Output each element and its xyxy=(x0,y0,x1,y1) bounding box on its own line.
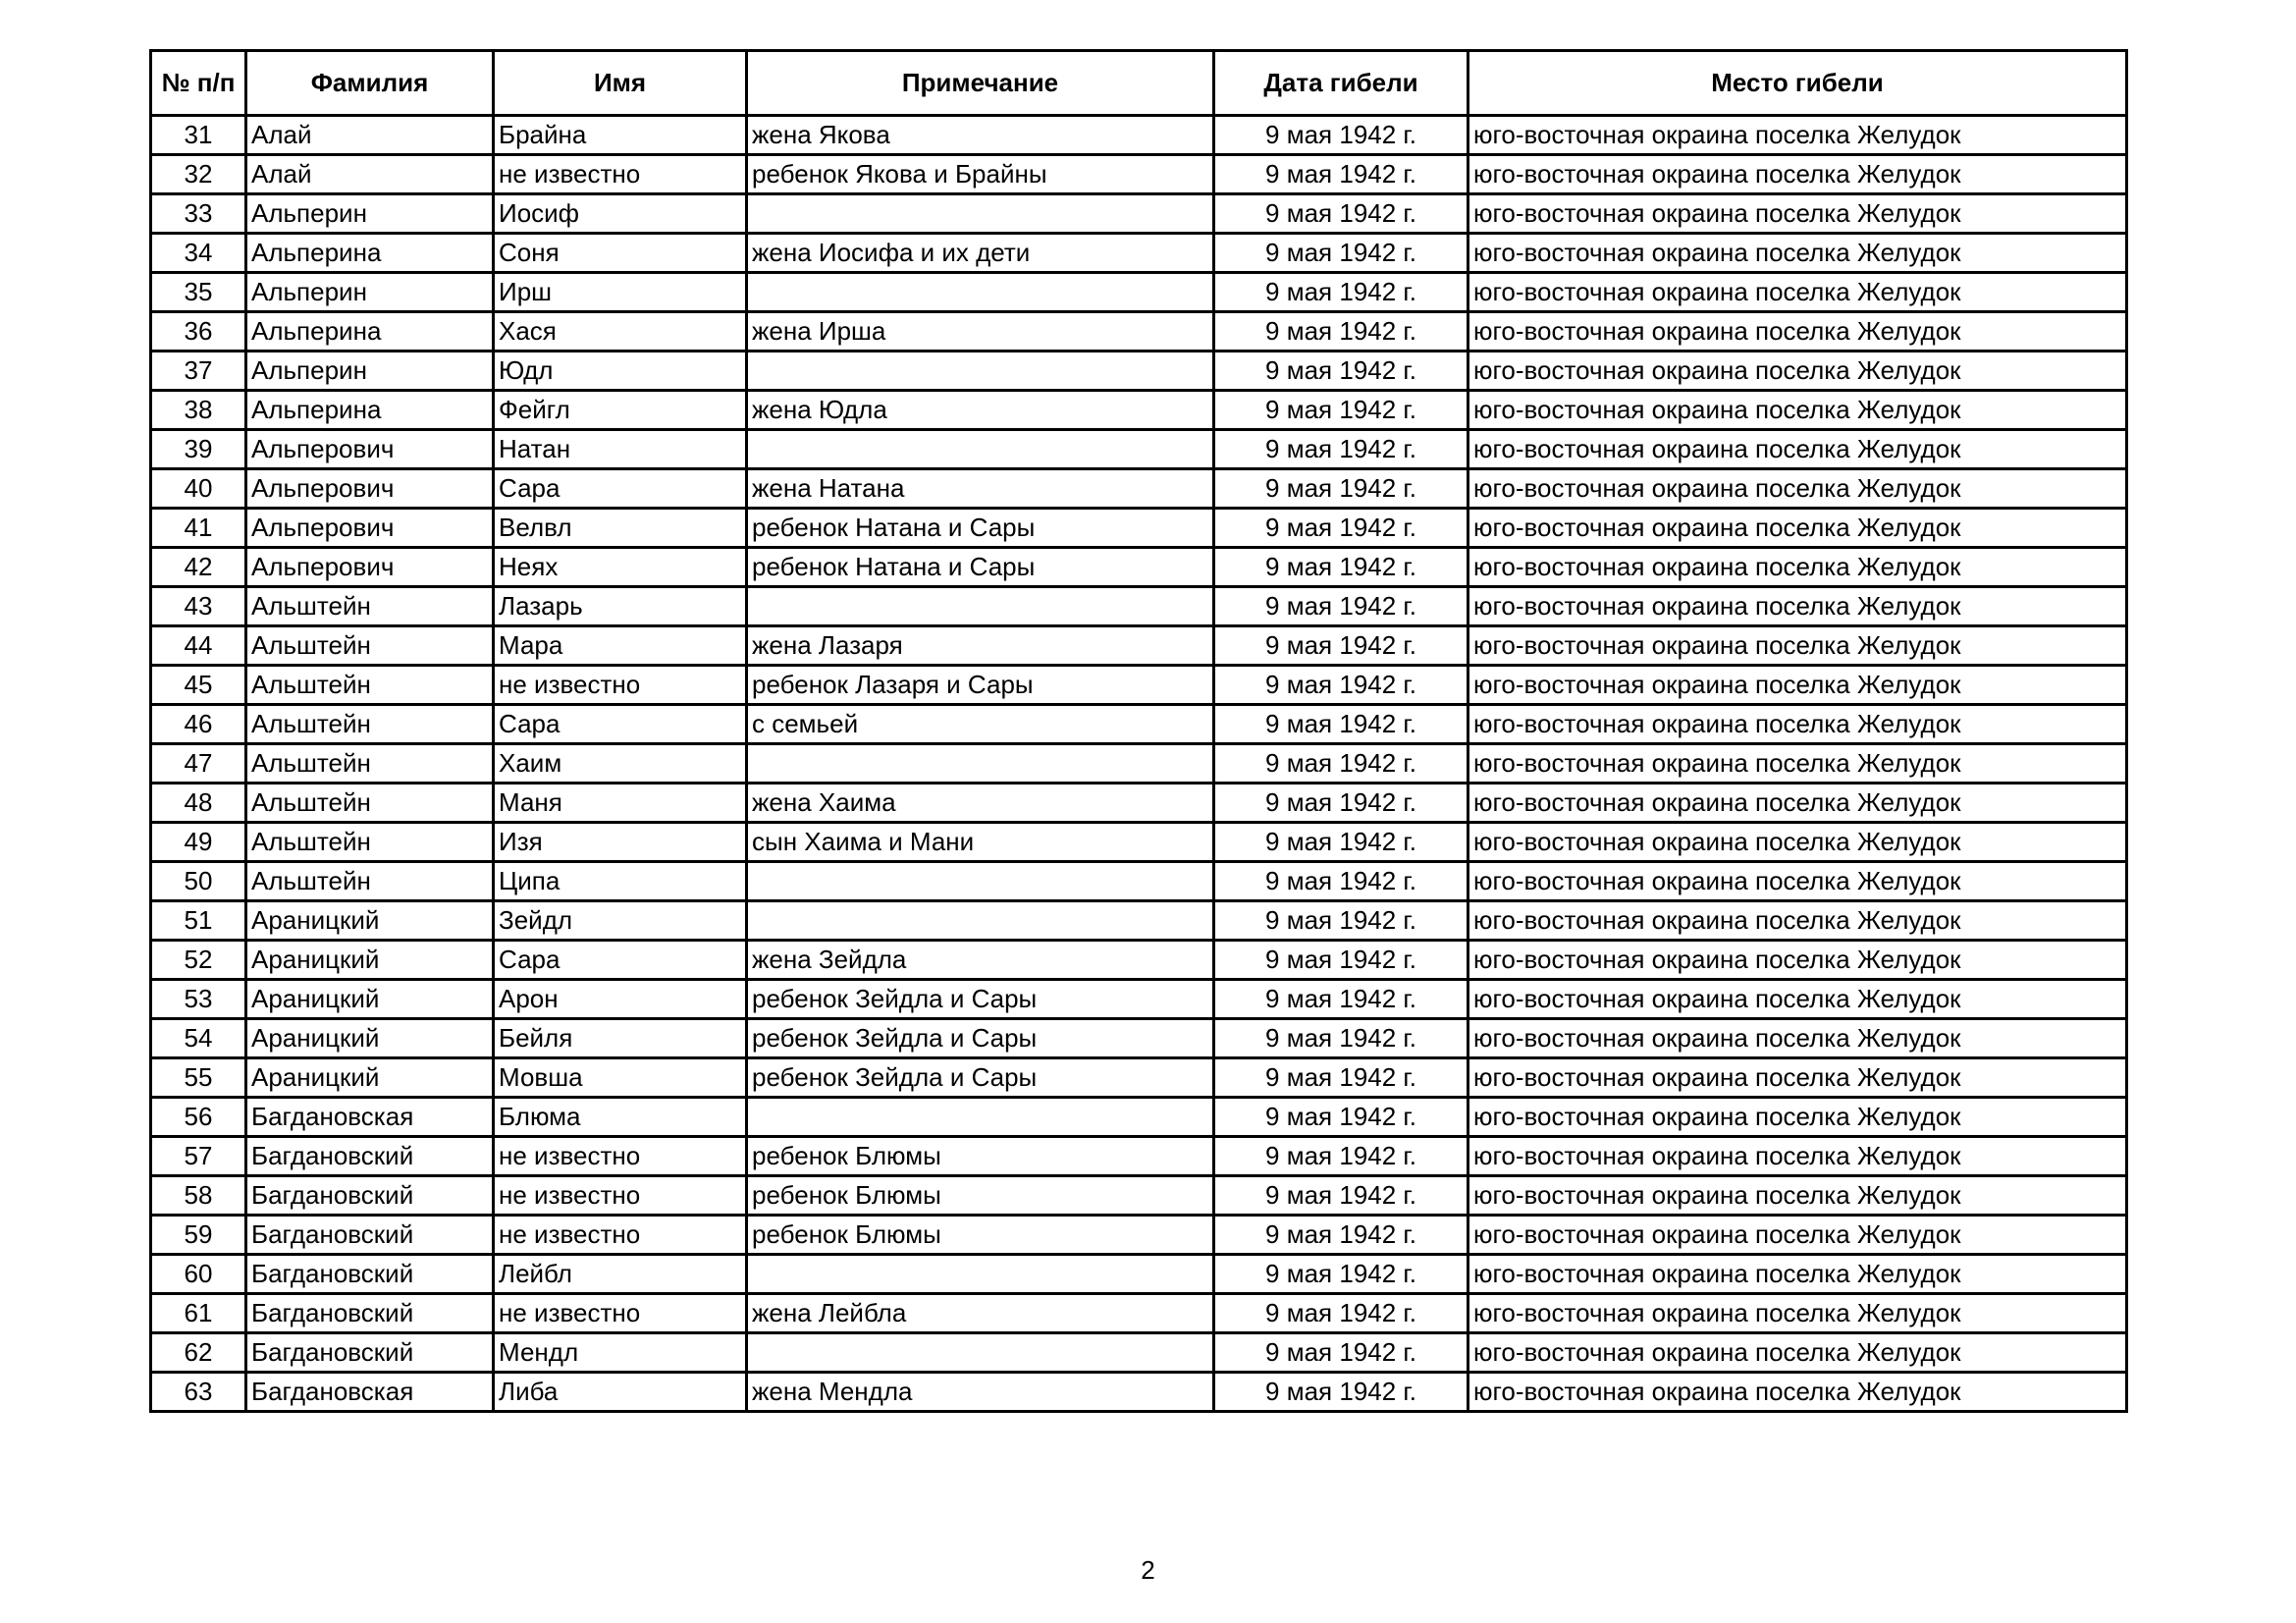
cell-name: Брайна xyxy=(494,116,747,155)
header-surname: Фамилия xyxy=(246,51,494,116)
cell-death-place: юго-восточная окраина поселка Желудок xyxy=(1468,980,2127,1019)
cell-name: Бейля xyxy=(494,1019,747,1058)
cell-death-date: 9 мая 1942 г. xyxy=(1214,234,1468,273)
cell-surname: Альперина xyxy=(246,312,494,352)
cell-note: сын Хаима и Мани xyxy=(747,823,1214,862)
table-row xyxy=(151,1058,2127,1098)
cell-name: Ирш xyxy=(494,273,747,312)
table-row xyxy=(151,941,2127,980)
cell-name: не известно xyxy=(494,1294,747,1333)
cell-surname: Араницкий xyxy=(246,1019,494,1058)
table-row xyxy=(151,469,2127,509)
cell-name: Сара xyxy=(494,469,747,509)
table-row xyxy=(151,116,2127,155)
cell-name: Фейгл xyxy=(494,391,747,430)
table-row xyxy=(151,705,2127,744)
cell-number: 43 xyxy=(151,587,246,626)
cell-surname: Альштейн xyxy=(246,784,494,823)
cell-name: Лазарь xyxy=(494,587,747,626)
cell-note xyxy=(747,273,1214,312)
cell-name: Либа xyxy=(494,1373,747,1412)
cell-number: 41 xyxy=(151,509,246,548)
cell-note: жена Натана xyxy=(747,469,1214,509)
cell-number: 51 xyxy=(151,901,246,941)
table-row xyxy=(151,352,2127,391)
cell-name: не известно xyxy=(494,1137,747,1176)
cell-death-date: 9 мая 1942 г. xyxy=(1214,823,1468,862)
cell-death-date: 9 мая 1942 г. xyxy=(1214,705,1468,744)
cell-note: ребенок Лазаря и Сары xyxy=(747,666,1214,705)
header-note: Примечание xyxy=(747,51,1214,116)
cell-surname: Альштейн xyxy=(246,862,494,901)
header-death-place: Место гибели xyxy=(1468,51,2127,116)
table-row xyxy=(151,626,2127,666)
table-row xyxy=(151,823,2127,862)
cell-surname: Араницкий xyxy=(246,1058,494,1098)
cell-number: 63 xyxy=(151,1373,246,1412)
cell-surname: Араницкий xyxy=(246,980,494,1019)
cell-surname: Багдановский xyxy=(246,1176,494,1216)
cell-surname: Альштейн xyxy=(246,587,494,626)
cell-death-place: юго-восточная окраина поселка Желудок xyxy=(1468,469,2127,509)
table-row xyxy=(151,587,2127,626)
cell-name: не известно xyxy=(494,1216,747,1255)
cell-death-place: юго-восточная окраина поселка Желудок xyxy=(1468,1176,2127,1216)
cell-death-place: юго-восточная окраина поселка Желудок xyxy=(1468,666,2127,705)
cell-number: 46 xyxy=(151,705,246,744)
table-row xyxy=(151,1137,2127,1176)
cell-number: 38 xyxy=(151,391,246,430)
cell-death-place: юго-восточная окраина поселка Желудок xyxy=(1468,391,2127,430)
cell-death-place: юго-восточная окраина поселка Желудок xyxy=(1468,823,2127,862)
table-row xyxy=(151,234,2127,273)
cell-note: жена Иосифа и их дети xyxy=(747,234,1214,273)
cell-death-date: 9 мая 1942 г. xyxy=(1214,666,1468,705)
table-row xyxy=(151,1294,2127,1333)
cell-number: 52 xyxy=(151,941,246,980)
table-row xyxy=(151,666,2127,705)
cell-death-place: юго-восточная окраина поселка Желудок xyxy=(1468,234,2127,273)
cell-death-place: юго-восточная окраина поселка Желудок xyxy=(1468,784,2127,823)
cell-surname: Багдановский xyxy=(246,1137,494,1176)
cell-number: 34 xyxy=(151,234,246,273)
cell-note: ребенок Блюмы xyxy=(747,1216,1214,1255)
cell-name: Блюма xyxy=(494,1098,747,1137)
cell-name: не известно xyxy=(494,155,747,194)
cell-death-date: 9 мая 1942 г. xyxy=(1214,1019,1468,1058)
cell-death-date: 9 мая 1942 г. xyxy=(1214,155,1468,194)
cell-note xyxy=(747,430,1214,469)
cell-number: 39 xyxy=(151,430,246,469)
cell-death-date: 9 мая 1942 г. xyxy=(1214,941,1468,980)
cell-number: 45 xyxy=(151,666,246,705)
cell-death-date: 9 мая 1942 г. xyxy=(1214,352,1468,391)
cell-name: Велвл xyxy=(494,509,747,548)
table-row xyxy=(151,901,2127,941)
table-row xyxy=(151,312,2127,352)
cell-number: 35 xyxy=(151,273,246,312)
cell-name: не известно xyxy=(494,1176,747,1216)
cell-number: 32 xyxy=(151,155,246,194)
cell-note: с семьей xyxy=(747,705,1214,744)
cell-death-date: 9 мая 1942 г. xyxy=(1214,1216,1468,1255)
table-row xyxy=(151,548,2127,587)
cell-number: 57 xyxy=(151,1137,246,1176)
cell-death-place: юго-восточная окраина поселка Желудок xyxy=(1468,548,2127,587)
cell-death-place: юго-восточная окраина поселка Желудок xyxy=(1468,273,2127,312)
cell-number: 37 xyxy=(151,352,246,391)
cell-death-date: 9 мая 1942 г. xyxy=(1214,1373,1468,1412)
cell-death-place: юго-восточная окраина поселка Желудок xyxy=(1468,155,2127,194)
cell-name: Мара xyxy=(494,626,747,666)
cell-number: 47 xyxy=(151,744,246,784)
cell-note: ребенок Блюмы xyxy=(747,1176,1214,1216)
cell-note: жена Лейбла xyxy=(747,1294,1214,1333)
cell-surname: Алай xyxy=(246,155,494,194)
cell-death-place: юго-восточная окраина поселка Желудок xyxy=(1468,705,2127,744)
victims-table xyxy=(149,49,2128,1413)
cell-surname: Араницкий xyxy=(246,941,494,980)
cell-note: жена Мендла xyxy=(747,1373,1214,1412)
table-row xyxy=(151,391,2127,430)
cell-surname: Альперина xyxy=(246,234,494,273)
cell-death-date: 9 мая 1942 г. xyxy=(1214,626,1468,666)
table-row xyxy=(151,273,2127,312)
cell-surname: Багдановская xyxy=(246,1373,494,1412)
cell-death-place: юго-восточная окраина поселка Желудок xyxy=(1468,1019,2127,1058)
cell-death-place: юго-восточная окраина поселка Желудок xyxy=(1468,1216,2127,1255)
cell-number: 53 xyxy=(151,980,246,1019)
cell-note xyxy=(747,1255,1214,1294)
table-row xyxy=(151,980,2127,1019)
cell-death-place: юго-восточная окраина поселка Желудок xyxy=(1468,901,2127,941)
table-row xyxy=(151,509,2127,548)
table-row xyxy=(151,1216,2127,1255)
cell-surname: Араницкий xyxy=(246,901,494,941)
cell-name: не известно xyxy=(494,666,747,705)
table-row xyxy=(151,1098,2127,1137)
cell-surname: Альперина xyxy=(246,391,494,430)
cell-note: жена Хаима xyxy=(747,784,1214,823)
cell-surname: Багдановский xyxy=(246,1294,494,1333)
cell-death-place: юго-восточная окраина поселка Желудок xyxy=(1468,430,2127,469)
cell-number: 55 xyxy=(151,1058,246,1098)
cell-number: 49 xyxy=(151,823,246,862)
table-row xyxy=(151,862,2127,901)
cell-note: ребенок Якова и Брайны xyxy=(747,155,1214,194)
cell-name: Юдл xyxy=(494,352,747,391)
cell-death-date: 9 мая 1942 г. xyxy=(1214,980,1468,1019)
page-number: 2 xyxy=(1141,1555,1155,1585)
cell-death-date: 9 мая 1942 г. xyxy=(1214,744,1468,784)
cell-death-date: 9 мая 1942 г. xyxy=(1214,116,1468,155)
header-name: Имя xyxy=(494,51,747,116)
cell-note: ребенок Натана и Сары xyxy=(747,509,1214,548)
cell-death-place: юго-восточная окраина поселка Желудок xyxy=(1468,941,2127,980)
cell-note: ребенок Натана и Сары xyxy=(747,548,1214,587)
cell-note: ребенок Блюмы xyxy=(747,1137,1214,1176)
cell-death-date: 9 мая 1942 г. xyxy=(1214,901,1468,941)
cell-name: Мовша xyxy=(494,1058,747,1098)
cell-number: 54 xyxy=(151,1019,246,1058)
cell-number: 50 xyxy=(151,862,246,901)
cell-name: Ципа xyxy=(494,862,747,901)
cell-death-place: юго-восточная окраина поселка Желудок xyxy=(1468,1098,2127,1137)
table-row xyxy=(151,1373,2127,1412)
cell-number: 60 xyxy=(151,1255,246,1294)
cell-note: жена Лазаря xyxy=(747,626,1214,666)
cell-note: жена Зейдла xyxy=(747,941,1214,980)
cell-name: Мендл xyxy=(494,1333,747,1373)
cell-note xyxy=(747,1098,1214,1137)
cell-number: 48 xyxy=(151,784,246,823)
cell-note xyxy=(747,744,1214,784)
cell-number: 59 xyxy=(151,1216,246,1255)
cell-name: Маня xyxy=(494,784,747,823)
cell-death-place: юго-восточная окраина поселка Желудок xyxy=(1468,509,2127,548)
cell-number: 58 xyxy=(151,1176,246,1216)
cell-surname: Альперович xyxy=(246,430,494,469)
cell-surname: Багдановский xyxy=(246,1333,494,1373)
cell-name: Хася xyxy=(494,312,747,352)
cell-death-date: 9 мая 1942 г. xyxy=(1214,391,1468,430)
cell-death-place: юго-восточная окраина поселка Желудок xyxy=(1468,862,2127,901)
cell-note xyxy=(747,862,1214,901)
cell-death-date: 9 мая 1942 г. xyxy=(1214,273,1468,312)
table-row xyxy=(151,744,2127,784)
cell-number: 56 xyxy=(151,1098,246,1137)
cell-name: Натан xyxy=(494,430,747,469)
cell-note xyxy=(747,352,1214,391)
cell-name: Зейдл xyxy=(494,901,747,941)
cell-death-date: 9 мая 1942 г. xyxy=(1214,784,1468,823)
cell-number: 31 xyxy=(151,116,246,155)
cell-surname: Альперин xyxy=(246,194,494,234)
cell-note: жена Юдла xyxy=(747,391,1214,430)
cell-surname: Багдановский xyxy=(246,1216,494,1255)
cell-surname: Альперин xyxy=(246,352,494,391)
cell-death-date: 9 мая 1942 г. xyxy=(1214,312,1468,352)
cell-note: ребенок Зейдла и Сары xyxy=(747,980,1214,1019)
cell-death-date: 9 мая 1942 г. xyxy=(1214,1333,1468,1373)
cell-note xyxy=(747,587,1214,626)
cell-death-place: юго-восточная окраина поселка Желудок xyxy=(1468,1373,2127,1412)
header-death-date: Дата гибели xyxy=(1214,51,1468,116)
cell-surname: Альперин xyxy=(246,273,494,312)
cell-number: 33 xyxy=(151,194,246,234)
cell-note xyxy=(747,901,1214,941)
cell-death-place: юго-восточная окраина поселка Желудок xyxy=(1468,194,2127,234)
table-row xyxy=(151,1255,2127,1294)
table-row xyxy=(151,1176,2127,1216)
cell-surname: Альперович xyxy=(246,469,494,509)
cell-name: Хаим xyxy=(494,744,747,784)
cell-death-place: юго-восточная окраина поселка Желудок xyxy=(1468,626,2127,666)
cell-death-date: 9 мая 1942 г. xyxy=(1214,548,1468,587)
cell-name: Арон xyxy=(494,980,747,1019)
cell-name: Сара xyxy=(494,705,747,744)
cell-note xyxy=(747,1333,1214,1373)
cell-death-date: 9 мая 1942 г. xyxy=(1214,1098,1468,1137)
cell-number: 40 xyxy=(151,469,246,509)
cell-death-date: 9 мая 1942 г. xyxy=(1214,194,1468,234)
cell-surname: Багдановская xyxy=(246,1098,494,1137)
cell-death-place: юго-восточная окраина поселка Желудок xyxy=(1468,587,2127,626)
cell-death-date: 9 мая 1942 г. xyxy=(1214,862,1468,901)
cell-death-date: 9 мая 1942 г. xyxy=(1214,1058,1468,1098)
cell-surname: Альперович xyxy=(246,548,494,587)
cell-surname: Альштейн xyxy=(246,626,494,666)
cell-note: ребенок Зейдла и Сары xyxy=(747,1019,1214,1058)
cell-death-date: 9 мая 1942 г. xyxy=(1214,509,1468,548)
cell-number: 44 xyxy=(151,626,246,666)
cell-death-date: 9 мая 1942 г. xyxy=(1214,1176,1468,1216)
cell-number: 62 xyxy=(151,1333,246,1373)
cell-name: Соня xyxy=(494,234,747,273)
cell-name: Изя xyxy=(494,823,747,862)
table-row xyxy=(151,430,2127,469)
cell-name: Иосиф xyxy=(494,194,747,234)
table-row xyxy=(151,155,2127,194)
cell-note: ребенок Зейдла и Сары xyxy=(747,1058,1214,1098)
header-number: № п/п xyxy=(151,51,246,116)
cell-number: 61 xyxy=(151,1294,246,1333)
table-header-row xyxy=(151,51,2127,116)
cell-note: жена Якова xyxy=(747,116,1214,155)
cell-name: Лейбл xyxy=(494,1255,747,1294)
cell-death-place: юго-восточная окраина поселка Желудок xyxy=(1468,1058,2127,1098)
cell-note: жена Ирша xyxy=(747,312,1214,352)
table-row xyxy=(151,1333,2127,1373)
table-row xyxy=(151,784,2127,823)
cell-death-place: юго-восточная окраина поселка Желудок xyxy=(1468,1255,2127,1294)
cell-surname: Альштейн xyxy=(246,823,494,862)
cell-note xyxy=(747,194,1214,234)
cell-death-place: юго-восточная окраина поселка Желудок xyxy=(1468,116,2127,155)
cell-death-date: 9 мая 1942 г. xyxy=(1214,430,1468,469)
cell-surname: Альштейн xyxy=(246,666,494,705)
cell-surname: Альштейн xyxy=(246,705,494,744)
table-row xyxy=(151,194,2127,234)
cell-death-date: 9 мая 1942 г. xyxy=(1214,587,1468,626)
cell-death-place: юго-восточная окраина поселка Желудок xyxy=(1468,1333,2127,1373)
cell-name: Сара xyxy=(494,941,747,980)
cell-number: 42 xyxy=(151,548,246,587)
cell-death-place: юго-восточная окраина поселка Желудок xyxy=(1468,352,2127,391)
cell-death-place: юго-восточная окраина поселка Желудок xyxy=(1468,1137,2127,1176)
table-row xyxy=(151,1019,2127,1058)
cell-death-date: 9 мая 1942 г. xyxy=(1214,1137,1468,1176)
cell-name: Неях xyxy=(494,548,747,587)
cell-death-date: 9 мая 1942 г. xyxy=(1214,1294,1468,1333)
cell-surname: Альштейн xyxy=(246,744,494,784)
cell-death-place: юго-восточная окраина поселка Желудок xyxy=(1468,312,2127,352)
cell-surname: Альперович xyxy=(246,509,494,548)
cell-death-place: юго-восточная окраина поселка Желудок xyxy=(1468,744,2127,784)
cell-number: 36 xyxy=(151,312,246,352)
cell-surname: Багдановский xyxy=(246,1255,494,1294)
cell-surname: Алай xyxy=(246,116,494,155)
cell-death-date: 9 мая 1942 г. xyxy=(1214,469,1468,509)
cell-death-date: 9 мая 1942 г. xyxy=(1214,1255,1468,1294)
cell-death-place: юго-восточная окраина поселка Желудок xyxy=(1468,1294,2127,1333)
